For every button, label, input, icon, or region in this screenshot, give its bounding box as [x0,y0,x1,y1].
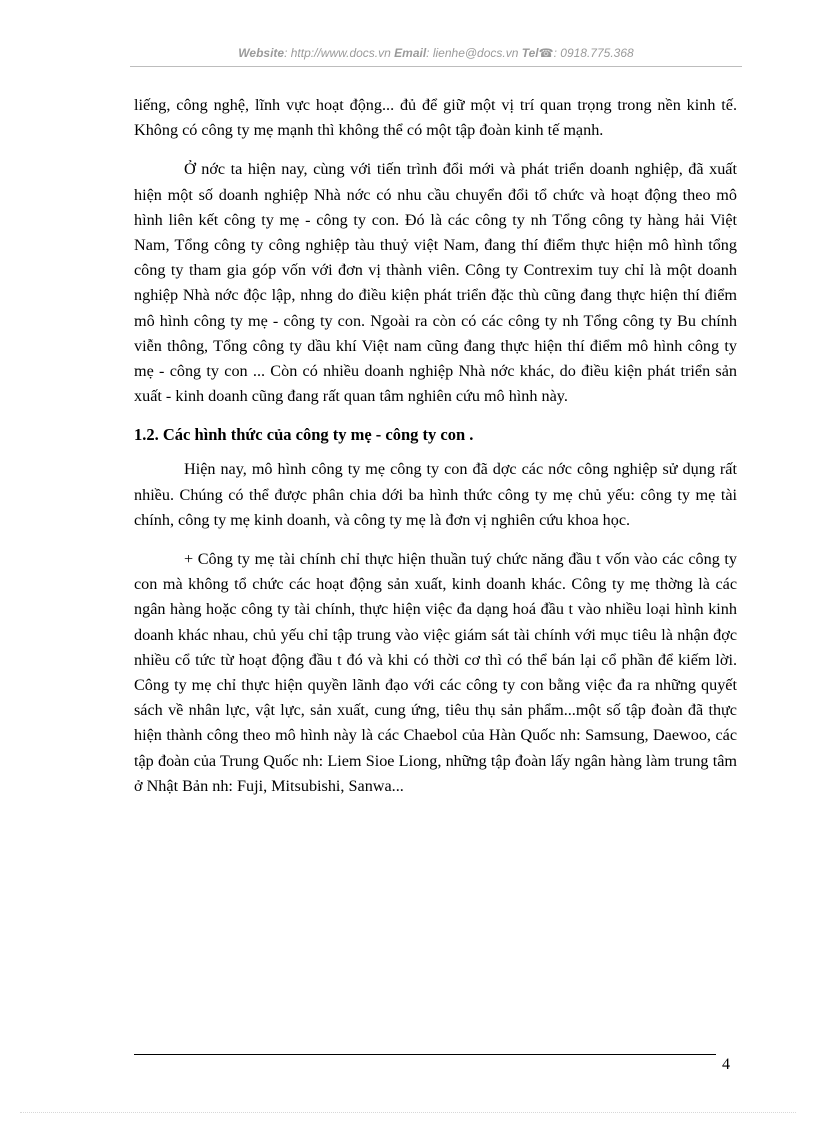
footer-divider [134,1054,716,1055]
tel-value: : 0918.775.368 [553,46,634,60]
page-body [134,93,737,813]
phone-icon: ☎ [538,46,554,60]
paragraph-forms-intro: Hiện nay, mô hình công ty mẹ công ty con đã dợc các nớc công nghiệp sử dụng rất nhiều. Chúng có thể được phân chia dới ba hình thức công ty mẹ chủ yếu: công ty mẹ tài chính, công ty mẹ kinh doanh, và công ty mẹ là đơn vị nghiên cứu khoa học. [134,460,737,529]
email-label: Email [394,46,427,60]
email-value: : lienhe@docs.vn [426,46,519,60]
tel-label: Tel [521,46,539,60]
website-label: Website [238,46,285,60]
website-value: : http://www.docs.vn [284,46,391,60]
page-bottom-border [20,1112,796,1113]
page-number: 4 [722,1056,730,1073]
section-heading: 1.2. Các hình thức của công ty mẹ - công ty con . [134,425,474,445]
paragraph-financial-parent: + Công ty mẹ tài chính chỉ thực hiện thuần tuý chức năng đầu t vốn vào các công ty con mà không tổ chức các hoạt động sản xuất, kinh doanh khác. Công ty mẹ thờng là các ngân hàng hoặc công ty tài chính, thực hiện việc đa dạng hoá đầu t vào nhiều loại hình kinh doanh khác nhau, chủ yếu chỉ tập trung vào việc giám sát tài chính với mục tiêu là nhận đợc nhiều cổ tức từ hoạt động đầu t đó và khi có thời cơ thì có thể bán lại cổ phần để kiếm lời. Công ty mẹ chỉ thực hiện quyền lãnh đạo với các công ty con bằng việc đa ra những quyết sách về nhân lực, vật lực, sản xuất, cung ứng, tiêu thụ sản phẩm...một số tập đoàn đã thực hiện thành công theo mô hình này là các Chaebol của Hàn Quốc nh: Samsung, Daewoo, các tập đoàn của Trung Quốc nh: Liem Sioe Liong, những tập đoàn lấy ngân hàng làm trung tâm ở Nhật Bản nh: Fuji, Mitsubishi, Sanwa... [134,550,737,795]
page-header [130,46,742,60]
paragraph-vietnam-context: Ở nớc ta hiện nay, cùng với tiến trình đổi mới và phát triển doanh nghiệp, đã xuất hiện một số doanh nghiệp Nhà nớc có nhu cầu chuyển đổi tổ chức và hoạt động theo mô hình liên kết công ty mẹ - công ty con. Đó là các công ty nh Tổng công ty hàng hải Việt Nam, Tổng công ty công nghiệp tàu thuỷ việt Nam, đang thí điểm thực hiện mô hình tổng công ty tham gia góp vốn với đơn vị thành viên. Công ty Contrexim tuy chỉ là một doanh nghiệp Nhà nớc độc lập, nhng do điều kiện phát triển đặc thù cũng đang thực hiện thí điểm mô hình công ty mẹ - công ty con. Ngoài ra còn có các công ty nh Tổng công ty Bu chính viễn thông, Tổng công ty dầu khí Việt nam cũng đang thực hiện thí điểm mô hình công ty mẹ - công ty con ... Còn có nhiều doanh nghiệp Nhà nớc khác, do điều kiện phát triển sản xuất - kinh doanh cũng đang rất quan tâm nghiên cứu mô hình này. [134,160,737,406]
paragraph-continuation: liếng, công nghệ, lĩnh vực hoạt động... đủ để giữ một vị trí quan trọng trong nền kinh tế. Không có công ty mẹ mạnh thì không thể có một tập đoàn kinh tế mạnh. [134,96,737,140]
header-divider [130,66,742,67]
